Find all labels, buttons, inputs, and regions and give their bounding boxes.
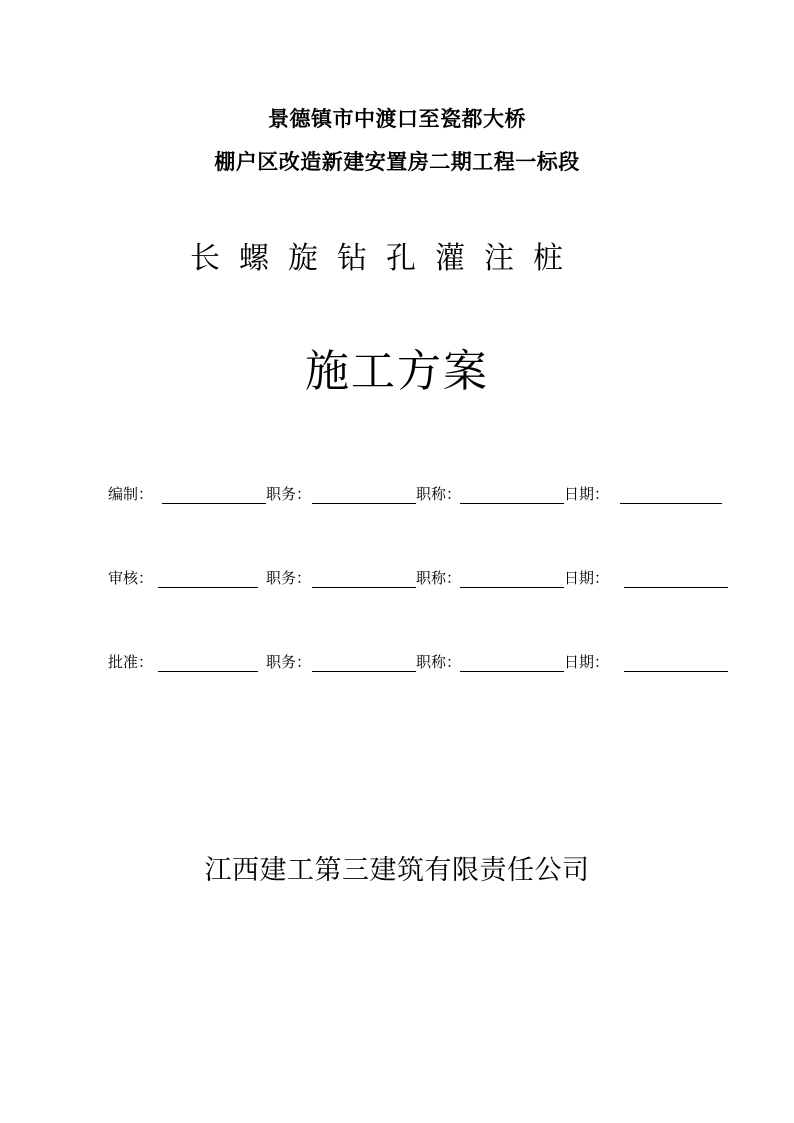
prepared-label: 编制：	[108, 485, 154, 503]
reviewed-blank[interactable]	[158, 587, 258, 588]
prepared-title-blank[interactable]	[460, 503, 564, 504]
approved-date-label: 日期：	[564, 653, 610, 671]
approved-blank[interactable]	[158, 671, 258, 672]
subject-title-text: 长螺旋钻孔灌注桩	[190, 241, 582, 276]
approved-title-label: 职称：	[416, 653, 462, 671]
reviewed-position-label: 职务：	[266, 569, 312, 587]
signature-row-approved	[108, 651, 734, 673]
company-name: 江西建工第三建筑有限责任公司	[204, 855, 590, 886]
signature-row-reviewed	[108, 567, 734, 589]
subject-title	[0, 233, 794, 277]
approved-position-blank[interactable]	[312, 671, 416, 672]
reviewed-date-blank[interactable]	[624, 587, 728, 588]
approved-label: 批准：	[108, 653, 154, 671]
approved-position-label: 职务：	[266, 653, 312, 671]
approved-date-blank[interactable]	[624, 671, 728, 672]
plan-title: 施工方案	[305, 346, 489, 397]
prepared-blank[interactable]	[162, 503, 266, 504]
signature-row-prepared	[108, 483, 734, 505]
prepared-date-blank[interactable]	[620, 503, 722, 504]
approved-title-blank[interactable]	[460, 671, 564, 672]
reviewed-title-blank[interactable]	[460, 587, 564, 588]
project-title-line2: 棚户区改造新建安置房二期工程一标段	[214, 149, 580, 174]
prepared-position-label: 职务：	[266, 485, 312, 503]
reviewed-label: 审核：	[108, 569, 154, 587]
project-title-line1: 景德镇市中渡口至瓷都大桥	[268, 106, 526, 131]
reviewed-position-blank[interactable]	[312, 587, 416, 588]
reviewed-title-label: 职称：	[416, 569, 462, 587]
prepared-position-blank[interactable]	[312, 503, 416, 504]
prepared-date-label: 日期：	[564, 485, 610, 503]
reviewed-date-label: 日期：	[564, 569, 610, 587]
prepared-title-label: 职称：	[416, 485, 462, 503]
